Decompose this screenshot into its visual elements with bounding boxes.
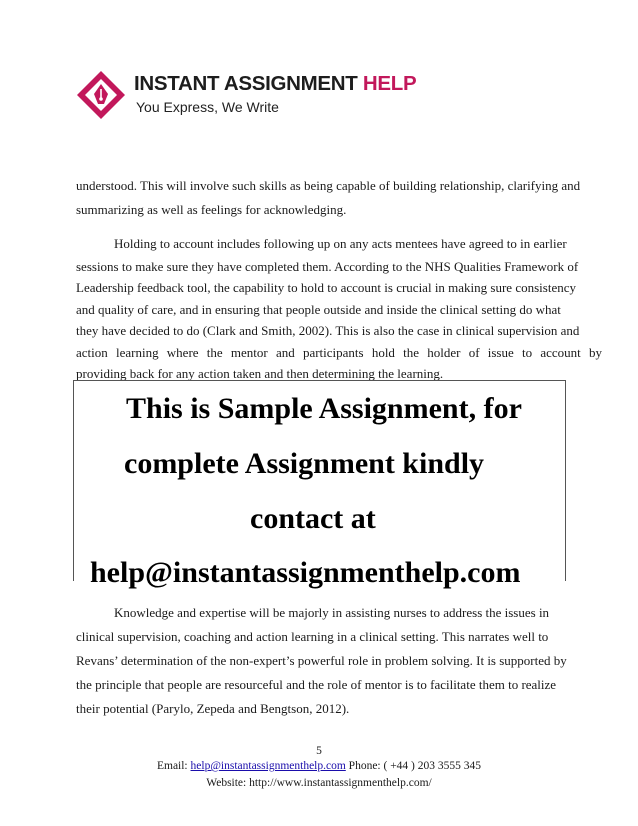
- sample-notice-line: contact at: [250, 502, 376, 535]
- page-number: 5: [316, 745, 322, 757]
- paragraph-line: their potential (Parylo, Zepeda and Bengtson, 2012).: [76, 701, 350, 716]
- paragraph-line: the principle that people are resourceful and the role of mentor is to facilitate them to realize: [76, 677, 557, 692]
- brand-tagline: You Express, We Write: [136, 99, 279, 115]
- paragraph-line: understood. This will involve such skills as being capable of building relationship, clarifying and: [76, 178, 581, 193]
- paragraph-line: Leadership feedback tool, the capability to hold to account is crucial in making sure consistency: [76, 280, 576, 295]
- paragraph-line: sessions to make sure they have completed them. According to the NHS Qualities Framework of: [76, 259, 579, 274]
- paragraph-line: Revans’ determination of the non-expert’s powerful role in problem solving. It is supported by: [76, 653, 567, 668]
- paragraph-line: they have decided to do (Clark and Smith, 2002). This is also the case in clinical supervision and: [76, 323, 580, 338]
- paragraph-line: summarizing as well as feelings for acknowledging.: [76, 202, 347, 217]
- brand-title: INSTANT ASSIGNMENT HELP: [134, 72, 417, 95]
- sample-notice-line: This is Sample Assignment, for: [126, 392, 522, 425]
- brand-logo: [76, 68, 417, 124]
- paragraph-line: providing back for any action taken and then determining the learning.: [76, 366, 444, 381]
- paragraph-line: Knowledge and expertise will be majorly in assisting nurses to address the issues in: [114, 605, 550, 620]
- sample-notice-email: help@instantassignmenthelp.com: [90, 556, 521, 589]
- paragraph-line: Holding to account includes following up on any acts mentees have agreed to in earlier: [114, 236, 567, 251]
- pen-nib-diamond-icon: [76, 70, 126, 120]
- footer-contact: Email: help@instantassignmenthelp.com Phone: ( +44 ) 203 3555 345: [156, 760, 482, 772]
- justified-line: action learning where the mentor and participants hold the holder of issue to account by: [76, 345, 602, 360]
- footer-website: Website: http://www.instantassignmenthelp.com/: [206, 777, 432, 789]
- paragraph-line: clinical supervision, coaching and action learning in a clinical setting. This narrates well to: [76, 629, 549, 644]
- sample-notice-line: complete Assignment kindly: [124, 447, 485, 480]
- paragraph-line: and quality of care, and in ensuring that people outside and inside the clinical setting do what: [76, 302, 561, 317]
- footer-email-link[interactable]: help@instantassignmenthelp.com: [190, 760, 346, 772]
